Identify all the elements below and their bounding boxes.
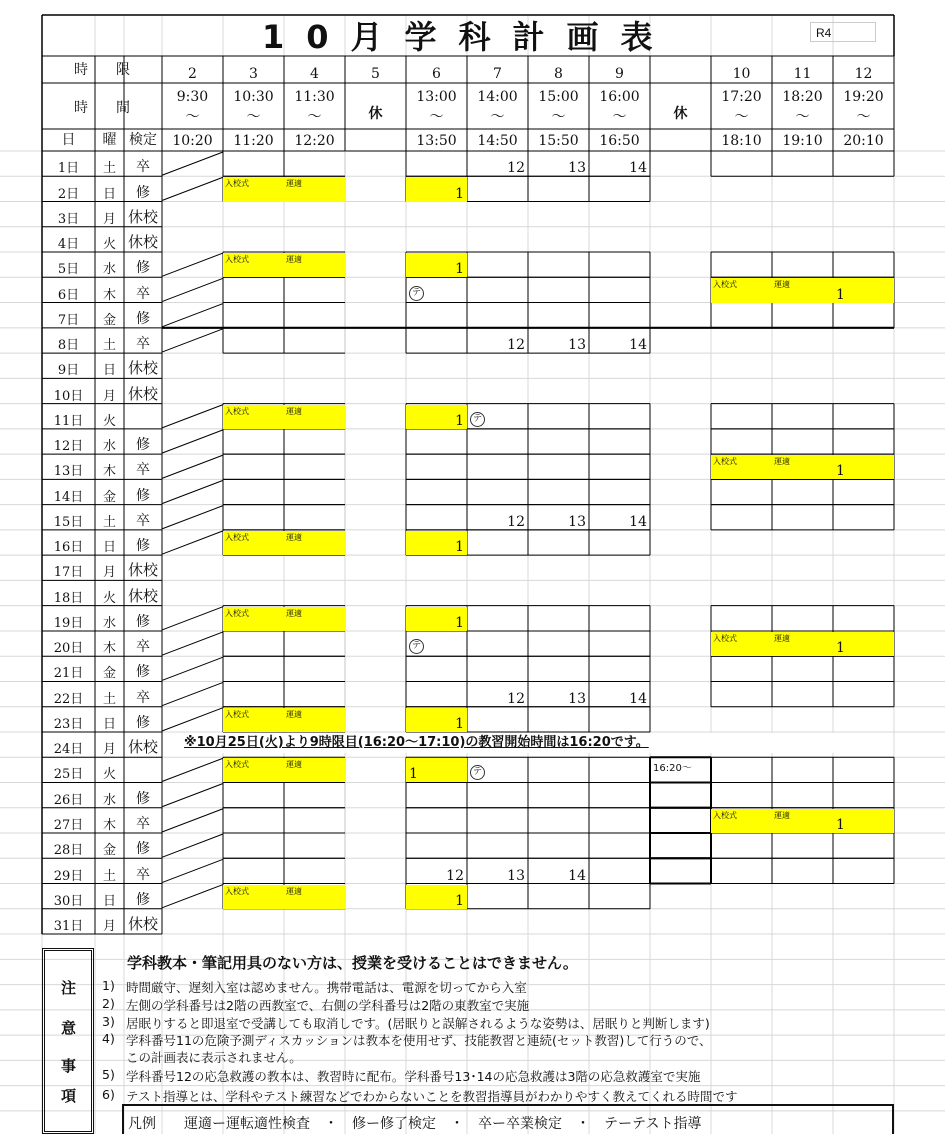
- class-number-1: 1: [833, 455, 894, 479]
- day-number: 24日: [53, 742, 84, 758]
- exam-type: 卒: [136, 336, 150, 353]
- aptitude-test-slot: 運適: [284, 607, 345, 631]
- period-tilde: ～: [490, 109, 505, 125]
- no-class-slash: [162, 480, 223, 503]
- test-guidance-mark-icon: テ: [409, 639, 424, 654]
- entrance-ceremony-slot: 入校式: [223, 708, 284, 732]
- period-number: 7: [493, 66, 502, 82]
- time-header-label: 時 間: [74, 100, 130, 116]
- test-guidance-slot: [406, 277, 467, 302]
- weekday: 月: [102, 388, 116, 404]
- period-number: 4: [310, 66, 319, 82]
- weekday: 木: [102, 641, 116, 657]
- weekday: 水: [102, 792, 116, 808]
- class-number-1: 1: [833, 809, 894, 833]
- period-tilde: ～: [612, 109, 627, 125]
- period-number: 6: [432, 66, 441, 82]
- period-start-time: 10:30: [233, 89, 274, 105]
- weekday: 土: [102, 691, 116, 707]
- weekday: 木: [102, 818, 116, 833]
- period-tilde: ～: [429, 109, 444, 125]
- exam-type: 休校: [127, 359, 158, 378]
- period-end-time: 12:20: [294, 133, 335, 149]
- class-number-13: 13: [568, 160, 586, 177]
- period-start-time: 19:20: [843, 89, 884, 105]
- exam-type: 卒: [136, 816, 150, 832]
- notes-side-char: 項: [61, 1087, 77, 1105]
- no-class-slash: [162, 405, 223, 428]
- day-number: 19日: [53, 615, 84, 631]
- no-class-slash: [162, 329, 223, 352]
- period-tilde: ～: [856, 109, 871, 125]
- period-start-time: 9:30: [176, 89, 209, 105]
- no-class-slash: [162, 430, 223, 453]
- no-class-slash: [162, 708, 223, 731]
- period-tilde: ～: [185, 109, 200, 125]
- entrance-ceremony-slot: 入校式: [711, 809, 772, 833]
- weekday: 火: [102, 237, 116, 253]
- exam-type: 修: [136, 891, 150, 908]
- weekday: 木: [102, 287, 116, 303]
- day-number: 31日: [53, 919, 84, 935]
- period-start-time: 16:00: [599, 89, 640, 105]
- weekday: 月: [102, 211, 116, 227]
- aptitude-test-slot: 運適: [284, 708, 345, 732]
- weekday: 日: [102, 540, 116, 556]
- aptitude-test-slot: 運適: [284, 405, 345, 429]
- weekday: 月: [102, 742, 116, 758]
- note-number: 3): [102, 1014, 115, 1029]
- class-number-13: 13: [507, 867, 525, 884]
- period-end-time: 13:50: [416, 133, 457, 149]
- note-number: 4): [102, 1031, 115, 1046]
- aptitude-test-slot: 運適: [284, 253, 345, 277]
- late-start-time-label: 16:20～: [653, 763, 692, 775]
- weekday: 土: [102, 514, 116, 530]
- day-number: 1日: [57, 161, 80, 177]
- exam-type: 卒: [136, 462, 150, 479]
- day-number: 27日: [53, 818, 84, 833]
- period-number: 3: [249, 66, 258, 82]
- period-number: 8: [554, 66, 563, 82]
- day-number: 14日: [53, 489, 84, 505]
- exam-type: 休校: [127, 384, 158, 403]
- entrance-ceremony-slot: 入校式: [711, 632, 772, 656]
- period-end-time: 11:20: [233, 133, 274, 149]
- notes-side-char: 意: [61, 1019, 77, 1037]
- weekday: 火: [102, 413, 116, 429]
- class-number-1: 1: [406, 405, 467, 429]
- exam-type: 休校: [127, 738, 158, 757]
- notes-side-char: 事: [61, 1057, 77, 1075]
- note-number: 5): [102, 1067, 115, 1082]
- day-number: 16日: [53, 540, 84, 556]
- no-class-slash: [162, 859, 223, 882]
- day-number: 25日: [53, 767, 84, 783]
- no-class-slash: [162, 152, 223, 175]
- weekday: 水: [102, 615, 116, 631]
- day-number: 2日: [57, 186, 80, 202]
- year-label-box: [810, 22, 876, 42]
- class-number-14: 14: [629, 690, 647, 707]
- class-number-1: 1: [406, 177, 467, 201]
- period-end-time: 18:10: [721, 133, 762, 149]
- exam-type: 休校: [127, 233, 158, 252]
- exam-type: 卒: [136, 159, 150, 176]
- weekday: 日: [102, 363, 116, 379]
- weekday: 火: [102, 767, 116, 783]
- class-number-1: 1: [406, 531, 467, 555]
- period-start-time: 18:20: [782, 89, 823, 105]
- exam-type: 卒: [136, 689, 150, 706]
- day-number: 11日: [53, 413, 84, 429]
- weekday: 火: [102, 590, 116, 606]
- weekday: 金: [102, 489, 116, 505]
- period-end-time: 15:50: [538, 133, 579, 149]
- note-text: 時間厳守、遅刻入室は認めません。携帯電話は、電源を切ってから入室: [126, 980, 527, 995]
- exam-type: 卒: [136, 285, 150, 302]
- test-guidance-mark-icon: テ: [470, 765, 485, 780]
- period-start-time: 15:00: [538, 89, 579, 105]
- weekday: 月: [102, 565, 116, 581]
- day-number: 29日: [53, 868, 84, 884]
- no-class-slash: [162, 834, 223, 857]
- entrance-ceremony-slot: 入校式: [711, 455, 772, 479]
- weekday: 土: [102, 338, 116, 354]
- weekday: 日: [102, 716, 116, 732]
- note-number: 1): [102, 978, 115, 993]
- day-number: 13日: [53, 464, 84, 480]
- class-number-1: 1: [406, 607, 467, 631]
- day-number: 3日: [57, 211, 80, 227]
- class-number-1: 1: [406, 708, 467, 732]
- entrance-ceremony-slot: 入校式: [223, 885, 284, 909]
- exam-type: 修: [136, 184, 150, 201]
- aptitude-test-slot: 運適: [284, 758, 345, 782]
- day-number: 18日: [53, 590, 84, 606]
- test-guidance-mark-icon: テ: [470, 412, 485, 427]
- period-number: 12: [854, 66, 873, 82]
- exam-type: 卒: [136, 866, 150, 883]
- exam-type: [124, 404, 162, 429]
- weekday: 日: [102, 186, 116, 202]
- period-end-time: 20:10: [843, 133, 884, 149]
- period-number: 10: [732, 66, 751, 82]
- weekday: 金: [102, 312, 116, 328]
- day-number: 9日: [57, 363, 80, 379]
- exam-type: 卒: [136, 639, 150, 656]
- period-end-time: 14:50: [477, 133, 518, 149]
- no-class-slash: [162, 177, 223, 200]
- no-class-slash: [162, 506, 223, 529]
- entrance-ceremony-slot: 入校式: [711, 278, 772, 302]
- day-number: 12日: [53, 439, 84, 455]
- exam-type: 修: [136, 260, 150, 277]
- weekday: 水: [102, 262, 116, 278]
- day-number: 23日: [53, 716, 84, 732]
- day-number: 6日: [57, 287, 80, 303]
- note-text: 居眠りすると即退室で受講しても取消しです。(居眠りと誤解されるような姿勢は、居眠りと判断します): [126, 1016, 710, 1031]
- exam-type: 休校: [127, 561, 158, 580]
- notes-headline: 学科教本・筆記用具のない方は、授業を受けることはできません。: [127, 954, 578, 972]
- exam-type: 修: [136, 613, 150, 630]
- day-number: 7日: [57, 312, 80, 328]
- day-number: 26日: [53, 792, 84, 808]
- weekday: 金: [102, 843, 116, 859]
- no-class-slash: [162, 531, 223, 554]
- day-number: 15日: [53, 514, 84, 530]
- exam-type: 修: [136, 487, 150, 504]
- entrance-ceremony-slot: 入校式: [223, 405, 284, 429]
- exam-type: 修: [136, 790, 150, 807]
- class-number-1: 1: [406, 253, 467, 277]
- no-class-slash: [162, 253, 223, 276]
- no-class-slash: [162, 632, 223, 655]
- note-text: 左側の学科番号は2階の西教室で、右側の学科番号は2階の東教室で実施: [126, 998, 530, 1013]
- day-number: 20日: [53, 641, 84, 657]
- weekday-header-label: 曜: [102, 132, 117, 148]
- legend-box: [122, 1104, 894, 1134]
- no-class-slash: [162, 278, 223, 301]
- aptitude-test-slot: 運適: [284, 177, 345, 201]
- class-number-1: 1: [833, 632, 894, 656]
- day-number: 5日: [57, 262, 80, 278]
- class-number-12: 12: [507, 690, 525, 707]
- evening-break-label: 休: [673, 106, 688, 122]
- notes-side-box: [42, 948, 94, 1134]
- notes-side-char: 注: [61, 979, 77, 997]
- class-number-12: 12: [507, 160, 525, 177]
- weekday: 土: [102, 161, 116, 177]
- period-tilde: ～: [551, 109, 566, 125]
- note-text: テスト指導とは、学科やテスト練習などでわからないことを教習指導員がわかりやすく教えてくれる時間です: [126, 1089, 738, 1104]
- aptitude-test-slot: 運適: [772, 632, 833, 656]
- no-class-slash: [162, 784, 223, 807]
- weekday: 日: [102, 893, 116, 909]
- test-guidance-mark-icon: テ: [409, 286, 424, 301]
- note-text: この計画表に表示されません。: [126, 1050, 302, 1065]
- period-tilde: ～: [307, 109, 322, 125]
- aptitude-test-slot: 運適: [772, 809, 833, 833]
- day-number: 8日: [57, 338, 80, 354]
- exam-type: 卒: [136, 512, 150, 529]
- day-number: 30日: [53, 893, 84, 909]
- class-number-13: 13: [568, 513, 586, 530]
- no-class-slash: [162, 885, 223, 908]
- period-start-time: 14:00: [477, 89, 518, 105]
- class-number-12: 12: [507, 513, 525, 530]
- test-guidance-slot: [467, 757, 528, 782]
- no-class-slash: [162, 682, 223, 705]
- day-number: 17日: [53, 565, 84, 581]
- exam-type: 修: [136, 664, 150, 681]
- note-number: 2): [102, 996, 115, 1011]
- class-number-14: 14: [568, 867, 586, 884]
- legend-text: 凡例 運適ー運転適性検査 ・ 修ー修了検定 ・ 卒ー卒業検定 ・ テーテスト指導: [128, 1116, 702, 1132]
- aptitude-test-slot: 運適: [284, 885, 345, 909]
- period-number: 11: [793, 66, 812, 82]
- class-number-12: 12: [446, 867, 464, 884]
- note-number: 6): [102, 1087, 115, 1102]
- class-number-13: 13: [568, 337, 586, 354]
- period-tilde: ～: [246, 109, 261, 125]
- entrance-ceremony-slot: 入校式: [223, 607, 284, 631]
- note-text: 学科番号12の応急救護の教本は、教習時に配布。学科番号13･14の応急救護は3階の応急救護室で実施: [126, 1069, 701, 1084]
- period-number: 5: [371, 66, 380, 82]
- aptitude-test-slot: 運適: [284, 531, 345, 555]
- day-number: 10日: [53, 388, 84, 404]
- schedule-change-notice: ※10月25日(火)より9時限目(16:20～17:10)の教習開始時間は16:20です。: [180, 733, 870, 753]
- exam-type: 休校: [127, 586, 158, 605]
- lunch-break-label: 休: [368, 106, 383, 122]
- exam-type: 修: [136, 841, 150, 858]
- exam-type: 修: [136, 437, 150, 454]
- day-number: 28日: [53, 843, 84, 859]
- class-number-14: 14: [629, 513, 647, 530]
- exam-type: 休校: [127, 915, 158, 934]
- period-number: 2: [188, 66, 197, 82]
- class-number-1: 1: [406, 885, 467, 909]
- day-number: 4日: [57, 237, 80, 253]
- weekday: 金: [102, 666, 116, 682]
- test-guidance-slot: [467, 404, 528, 429]
- no-class-slash: [162, 304, 223, 327]
- exam-type: [124, 757, 162, 782]
- period-start-time: 17:20: [721, 89, 762, 105]
- aptitude-test-slot: 運適: [772, 455, 833, 479]
- weekday: 月: [102, 919, 116, 935]
- entrance-ceremony-slot: 入校式: [223, 177, 284, 201]
- no-class-slash: [162, 758, 223, 781]
- period-tilde: ～: [734, 109, 749, 125]
- entrance-ceremony-slot: 入校式: [223, 758, 284, 782]
- exam-header-label: 検定: [129, 132, 157, 148]
- exam-type: 修: [136, 538, 150, 555]
- no-class-slash: [162, 657, 223, 680]
- period-start-time: 11:30: [294, 89, 335, 105]
- period-tilde: ～: [795, 109, 810, 125]
- class-number-13: 13: [568, 690, 586, 707]
- test-guidance-slot: [406, 631, 467, 656]
- no-class-slash: [162, 809, 223, 832]
- period-end-time: 10:20: [172, 133, 213, 149]
- day-number: 21日: [53, 666, 84, 682]
- period-header-label: 時 限: [74, 62, 130, 78]
- class-number-1: 1: [406, 758, 467, 782]
- weekday: 水: [102, 439, 116, 455]
- class-number-14: 14: [629, 160, 647, 177]
- entrance-ceremony-slot: 入校式: [223, 253, 284, 277]
- exam-type: 修: [136, 714, 150, 731]
- aptitude-test-slot: 運適: [772, 278, 833, 302]
- day-number: 22日: [53, 691, 84, 707]
- period-end-time: 19:10: [782, 133, 823, 149]
- no-class-slash: [162, 607, 223, 630]
- class-number-12: 12: [507, 337, 525, 354]
- period-number: [650, 56, 711, 83]
- year-label: R4: [816, 26, 832, 40]
- period-number: 9: [615, 66, 624, 82]
- period-end-time: 16:50: [599, 133, 640, 149]
- day-header-label: 日: [61, 132, 76, 148]
- class-number-14: 14: [629, 337, 647, 354]
- exam-type: 修: [136, 310, 150, 327]
- weekday: 土: [102, 868, 116, 884]
- class-number-1: 1: [833, 278, 894, 302]
- note-text: 学科番号11の危険予測ディスカッションは教本を使用せず、技能教習と連続(セット教習)して行うので、: [126, 1033, 712, 1048]
- entrance-ceremony-slot: 入校式: [223, 531, 284, 555]
- weekday: 木: [102, 464, 116, 480]
- exam-type: 休校: [127, 207, 158, 226]
- page-title: 10月学科計画表: [262, 18, 675, 56]
- period-start-time: 13:00: [416, 89, 457, 105]
- no-class-slash: [162, 455, 223, 478]
